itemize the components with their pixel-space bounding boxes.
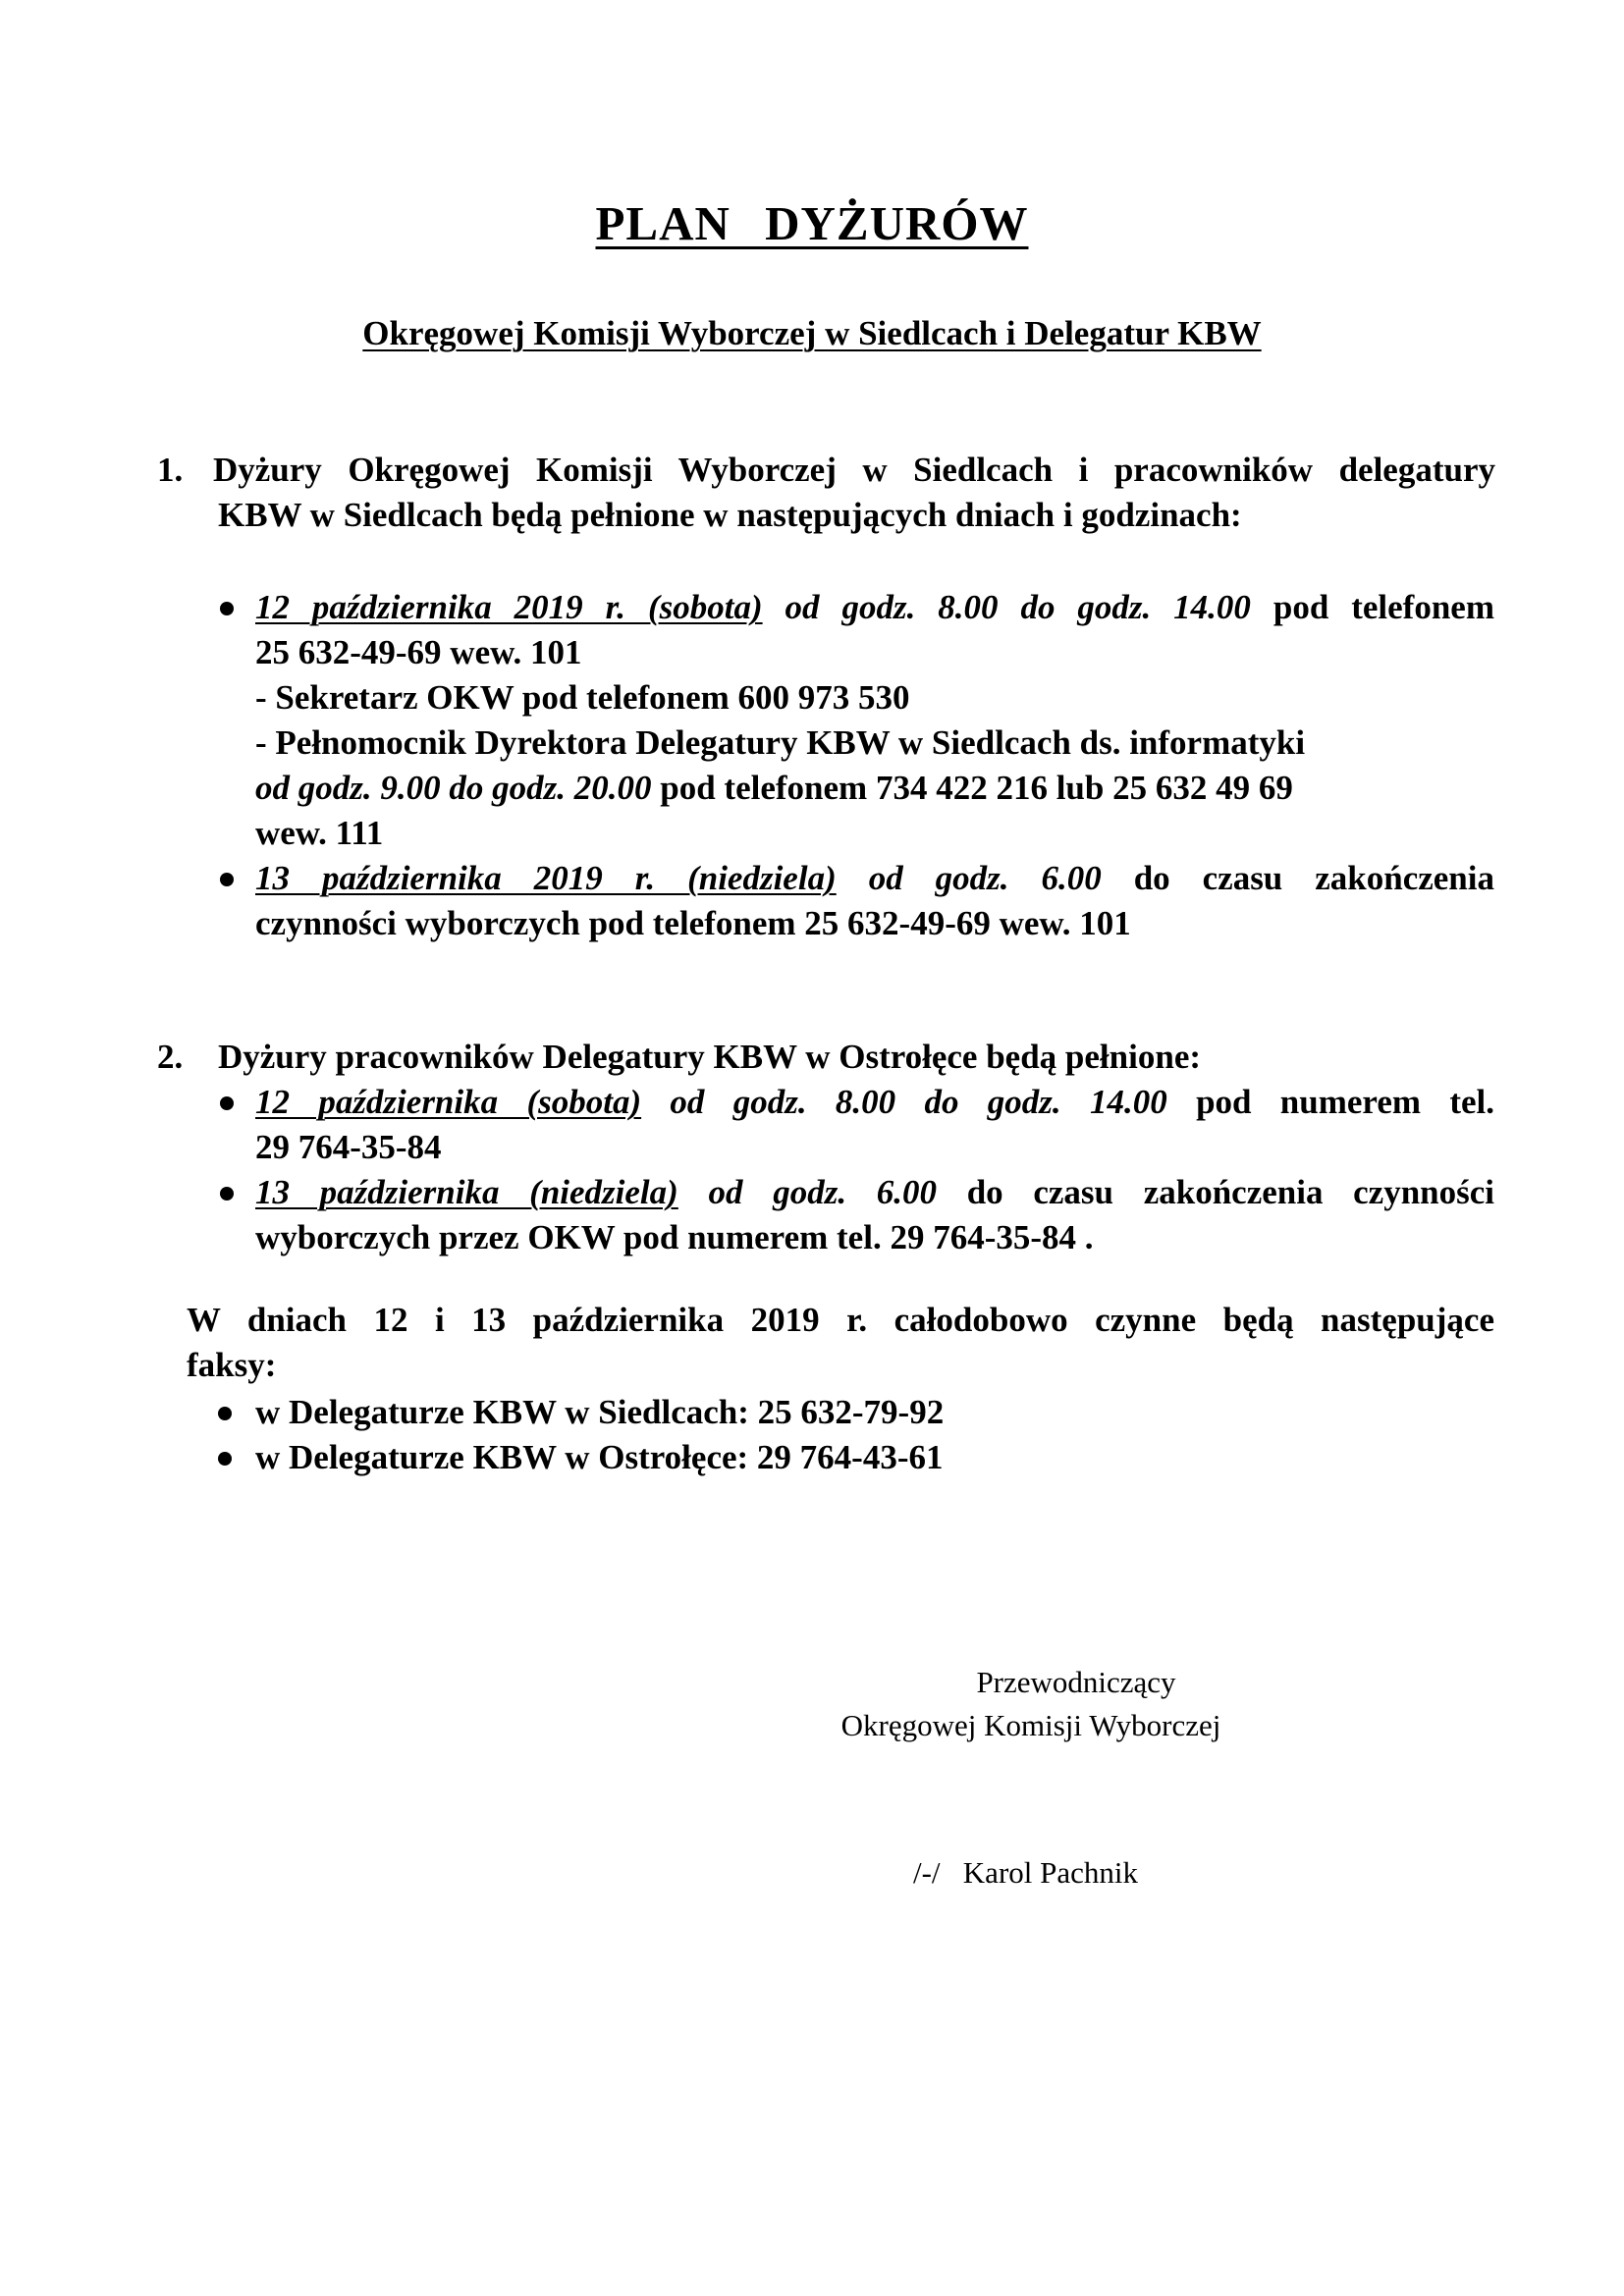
section-1-item-1-line2: 25 632-49-69 wew. 101	[255, 633, 582, 671]
bullet-icon	[218, 1452, 232, 1466]
section-1-item-1-line5	[255, 766, 1494, 811]
hours-label: od godz. 6.00	[677, 1173, 938, 1211]
fax-item: w Delegaturze KBW w Ostrołęce: 29 764-43-61	[255, 1438, 944, 1476]
hours-label: od godz. 6.00	[836, 859, 1102, 897]
date-label: 13 października (niedziela)	[255, 1173, 678, 1211]
section-1-intro-line1: Dyżury Okręgowej Komisji Wyborczej w Siedlcach i pracowników delegatury	[213, 451, 1495, 489]
fax-paragraph-line2: faksy:	[187, 1346, 277, 1384]
rest-label: pod numerem tel.	[1166, 1083, 1495, 1121]
rest-label: do czasu zakończenia	[1101, 859, 1494, 897]
section-1-intro-line2: KBW w Siedlcach będą pełnione w następujących dniach i godzinach:	[218, 496, 1242, 534]
document-title: PLAN DYŻURÓW	[595, 196, 1029, 250]
hours-label: od godz. 9.00 do godz. 20.00	[255, 769, 652, 807]
date-label: 12 października 2019 r. (sobota)	[255, 588, 763, 626]
date-label: 12 października (sobota)	[255, 1083, 642, 1121]
document-subtitle: Okręgowej Komisji Wyborczej w Siedlcach i Delegatur KBW	[362, 314, 1262, 352]
section-1-item-2-line1	[255, 856, 1494, 901]
section-2-item-1-line2: 29 764-35-84	[255, 1128, 442, 1166]
hours-label: od godz. 8.00 do godz. 14.00	[762, 588, 1251, 626]
signature-role-line1: Przewodniczący	[976, 1665, 1176, 1699]
signature-name: /-/ Karol Pachnik	[913, 1855, 1139, 1890]
hours-label: od godz. 8.00 do godz. 14.00	[641, 1083, 1167, 1121]
section-1-item-1-line1	[255, 585, 1494, 630]
section-1-item-1-line3: - Sekretarz OKW pod telefonem 600 973 530	[255, 678, 910, 717]
rest-label: pod telefonem 734 422 216 lub 25 632 49 69	[651, 769, 1293, 807]
rest-label: pod telefonem	[1250, 588, 1494, 626]
bullet-icon	[220, 602, 234, 615]
bullet-icon	[220, 873, 234, 886]
date-label: 13 października 2019 r. (niedziela)	[255, 859, 837, 897]
section-2-item-2-line1	[255, 1170, 1494, 1215]
signature-role-line2: Okręgowej Komisji Wyborczej	[840, 1708, 1221, 1742]
rest-label: do czasu zakończenia czynności	[937, 1173, 1495, 1211]
fax-item: w Delegaturze KBW w Siedlcach: 25 632-79-92	[255, 1393, 945, 1431]
section-2-item-1-line1	[255, 1080, 1494, 1125]
bullet-icon	[218, 1407, 232, 1420]
section-2-intro: Dyżury pracowników Delegatury KBW w Ostrołęce będą pełnione:	[218, 1038, 1202, 1076]
section-2-number: 2.	[157, 1038, 184, 1076]
section-2-item-2-line2: wyborczych przez OKW pod numerem tel. 29 764-35-84 .	[255, 1218, 1094, 1256]
section-1-item-1-line4: - Pełnomocnik Dyrektora Delegatury KBW w Siedlcach ds. informatyki	[255, 723, 1306, 762]
section-1-item-1-line6: wew. 111	[255, 814, 384, 852]
fax-paragraph-line1: W dniach 12 i 13 października 2019 r. całodobowo czynne będą następujące	[187, 1301, 1494, 1339]
section-1-number: 1.	[157, 451, 184, 489]
bullet-icon	[220, 1187, 234, 1201]
section-1-item-2-line2: czynności wyborczych pod telefonem 25 632-49-69 wew. 101	[255, 904, 1131, 942]
bullet-icon	[220, 1096, 234, 1110]
